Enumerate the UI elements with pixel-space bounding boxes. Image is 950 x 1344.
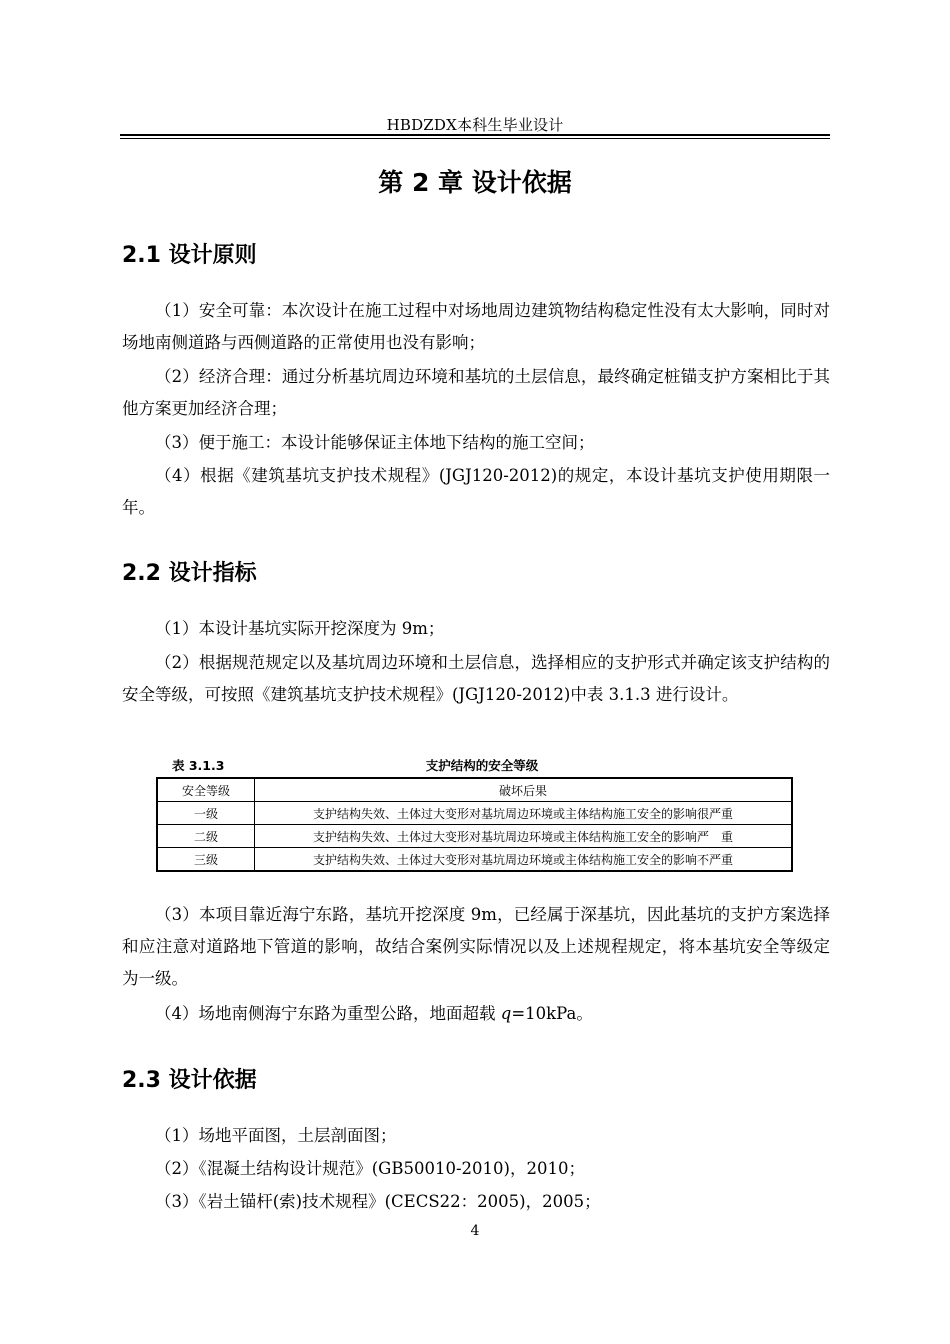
paragraph: （3）便于施工：本设计能够保证主体地下结构的施工空间； [155, 433, 595, 452]
table-cell: 支护结构失效、土体过大变形对基坑周边环境或主体结构施工安全的影响很严重 [255, 802, 793, 825]
paragraph: （4）根据《建筑基坑支护技术规程》(JGJ120-2012)的规定，本设计基坑支护使用期限一年。 [122, 466, 830, 517]
paragraph: （1）场地平面图，土层剖面图； [155, 1126, 397, 1145]
header-rule-thin [120, 138, 830, 139]
load-symbol: q [500, 1004, 512, 1023]
table-title: 支护结构的安全等级 [425, 758, 539, 773]
load-suffix: =10kPa。 [511, 1004, 593, 1023]
section-title-2-2: 2.2 设计指标 [122, 561, 257, 586]
section-title-2-3: 2.3 设计依据 [122, 1068, 257, 1093]
load-prefix: （4）场地南侧海宁东路为重型公路，地面超载 [155, 1004, 501, 1023]
safety-grade-table [156, 777, 793, 872]
running-header: HBDZDX本科生毕业设计 [386, 116, 564, 134]
paragraph-load [122, 998, 830, 1030]
page-number: 4 [470, 1223, 480, 1239]
paragraph: （1）安全可靠：本次设计在施工过程中对场地周边建筑物结构稳定性没有太大影响，同时对场地南侧道路与西侧道路的正常使用也没有影响； [122, 301, 830, 352]
section-title-2-1: 2.1 设计原则 [122, 243, 257, 268]
table-cell: 支护结构失效、土体过大变形对基坑周边环境或主体结构施工安全的影响不严重 [255, 848, 793, 872]
header-rule-thick [120, 134, 830, 136]
paragraph: （2）根据规范规定以及基坑周边环境和土层信息，选择相应的支护形式并确定该支护结构的安全等级，可按照《建筑基坑支护技术规程》(JGJ120-2012)中表 3.1.3 进行设计。 [122, 653, 830, 704]
chapter-title: 第 2 章 设计依据 [378, 168, 572, 197]
table-cell: 二级 [157, 825, 255, 848]
table-row [157, 802, 792, 825]
paragraph: （2）《混凝土结构设计规范》(GB50010-2010)，2010； [155, 1159, 585, 1178]
table-cell: 一级 [157, 802, 255, 825]
paragraph: （1）本设计基坑实际开挖深度为 9m； [155, 619, 445, 638]
table-header-row [157, 778, 792, 802]
table-header-cell: 安全等级 [157, 778, 255, 802]
table-cell: 支护结构失效、土体过大变形对基坑周边环境或主体结构施工安全的影响严 重 [255, 825, 793, 848]
table-caption [172, 756, 792, 776]
table-row [157, 825, 792, 848]
table-row [157, 848, 792, 872]
paragraph: （3）本项目靠近海宁东路，基坑开挖深度 9m，已经属于深基坑，因此基坑的支护方案选择和应注意对道路地下管道的影响，故结合案例实际情况以及上述规程规定，将本基坑安全等级定为一级。 [122, 905, 830, 988]
table-header-cell: 破坏后果 [255, 778, 793, 802]
paragraph: （2）经济合理：通过分析基坑周边环境和基坑的土层信息，最终确定桩锚支护方案相比于其他方案更加经济合理； [122, 367, 830, 418]
table-number: 表 3.1.3 [172, 758, 225, 773]
paragraph: （3）《岩土锚杆(索)技术规程》(CECS22：2005)，2005； [155, 1192, 601, 1211]
table-cell: 三级 [157, 848, 255, 872]
